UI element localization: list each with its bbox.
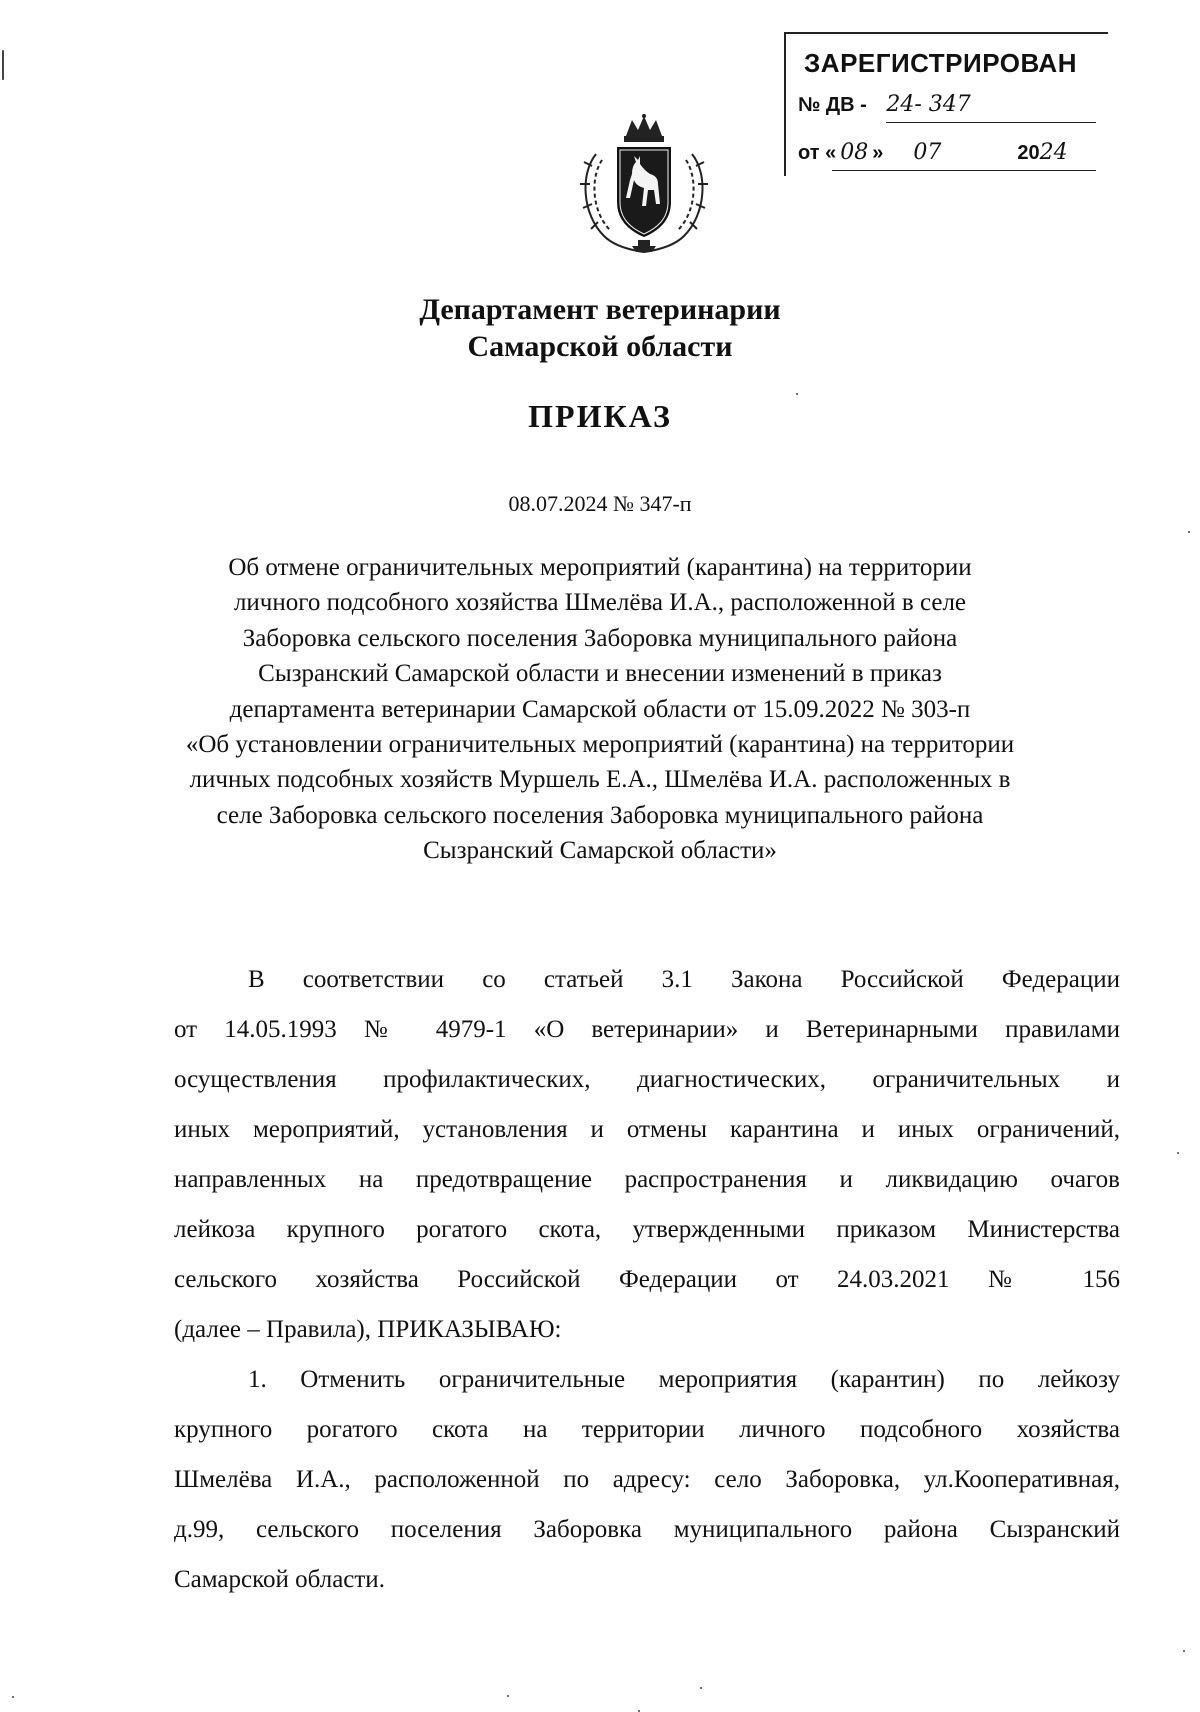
item-1-paragraph (174, 1355, 1120, 1605)
preamble-line: направленных на предотвращение распространения и ликвидацию очагов (174, 1166, 1120, 1193)
subject-line: Сызранский Самарской области» (423, 837, 777, 865)
stamp-year-prefix: 20 (1017, 142, 1040, 164)
org-name-line2: Самарской области (467, 330, 733, 363)
item-1-line: Самарской области. (174, 1566, 385, 1593)
subject-line: департамента ветеринарии Самарской области от 15.09.2022 № 303-п (229, 695, 971, 723)
subject-line: «Об установлении ограничительных мероприятий (карантина) на территории (185, 731, 1015, 759)
order-subject (100, 550, 1100, 869)
item-1-line: 1. Отменить ограничительные мероприятия (карантин) по лейкозу (248, 1366, 1120, 1393)
subject-line: Об отмене ограничительных мероприятий (карантина) на территории (228, 554, 972, 581)
scan-mark (2, 50, 4, 80)
subject-line: Сызранский Самарской области и внесении изменений в приказ (258, 660, 942, 688)
stamp-day-handwritten: 08 (840, 140, 869, 165)
preamble-line: осуществления профилактических, диагностических, ограничительных и (174, 1066, 1120, 1093)
stamp-number-prefix: № ДВ - (798, 94, 867, 116)
document-type-title: ПРИКАЗ (528, 398, 672, 434)
preamble-line: иных мероприятий, установления и отмены карантина и иных ограничений, (174, 1116, 1120, 1143)
stamp-date-underline (832, 170, 1096, 171)
scan-speck (1183, 1650, 1185, 1652)
stamp-number-underline (886, 122, 1096, 123)
stamp-date-row (798, 140, 1068, 165)
subject-line: личных подсобных хозяйств Муршель Е.А., Шмелёва И.А. расположенных в (189, 766, 1011, 794)
item-1-line: д.99, сельского поселения Заборовка муниципального района Сызранский (174, 1516, 1120, 1543)
subject-line: Заборовка сельского поселения Заборовка муниципального района (242, 624, 958, 652)
preamble-line: сельского хозяйства Российской Федерации от 24.03.2021 № 156 (174, 1266, 1120, 1293)
stamp-date-prefix: от « (798, 142, 837, 164)
scan-speck (1188, 531, 1190, 533)
stamp-title: ЗАРЕГИСТРИРОВАН (804, 48, 1077, 78)
registration-stamp (784, 32, 1108, 176)
subject-line: личного подсобного хозяйства Шмелёва И.А., расположенной в селе (233, 589, 967, 617)
item-1-line: крупного рогатого скота на территории личного подсобного хозяйства (174, 1416, 1120, 1443)
coat-of-arms-emblem (574, 114, 714, 254)
preamble-line: (далее – Правила), ПРИКАЗЫВАЮ: (174, 1316, 562, 1343)
preamble-line: лейкоза крупного рогатого скота, утвержденными приказом Министерства (174, 1216, 1120, 1243)
preamble-line: В соответствии со статьей 3.1 Закона Российской Федерации (248, 966, 1120, 993)
scan-speck (1177, 1152, 1179, 1154)
stamp-number-handwritten: 24- 347 (886, 92, 971, 117)
scan-speck (700, 1687, 702, 1689)
preamble-paragraph (174, 955, 1120, 1355)
scan-speck (507, 1695, 509, 1697)
subject-line: селе Заборовка сельского поселения Заборовка муниципального района (216, 801, 984, 829)
scan-speck (796, 393, 798, 395)
preamble-line: от 14.05.1993 № 4979-1 «О ветеринарии» и Ветеринарными правилами (174, 1016, 1120, 1043)
stamp-number-row (798, 92, 971, 117)
scan-speck (12, 1696, 14, 1698)
stamp-date-mid: » (872, 142, 884, 164)
stamp-month-handwritten: 07 (913, 140, 942, 165)
item-1-line: Шмелёва И.А., расположенной по адресу: село Заборовка, ул.Кооперативная, (174, 1466, 1120, 1493)
stamp-year-handwritten: 24 (1039, 140, 1068, 165)
org-name-line1: Департамент ветеринарии (419, 293, 781, 326)
order-date-number: 08.07.2024 № 347-п (508, 491, 692, 516)
